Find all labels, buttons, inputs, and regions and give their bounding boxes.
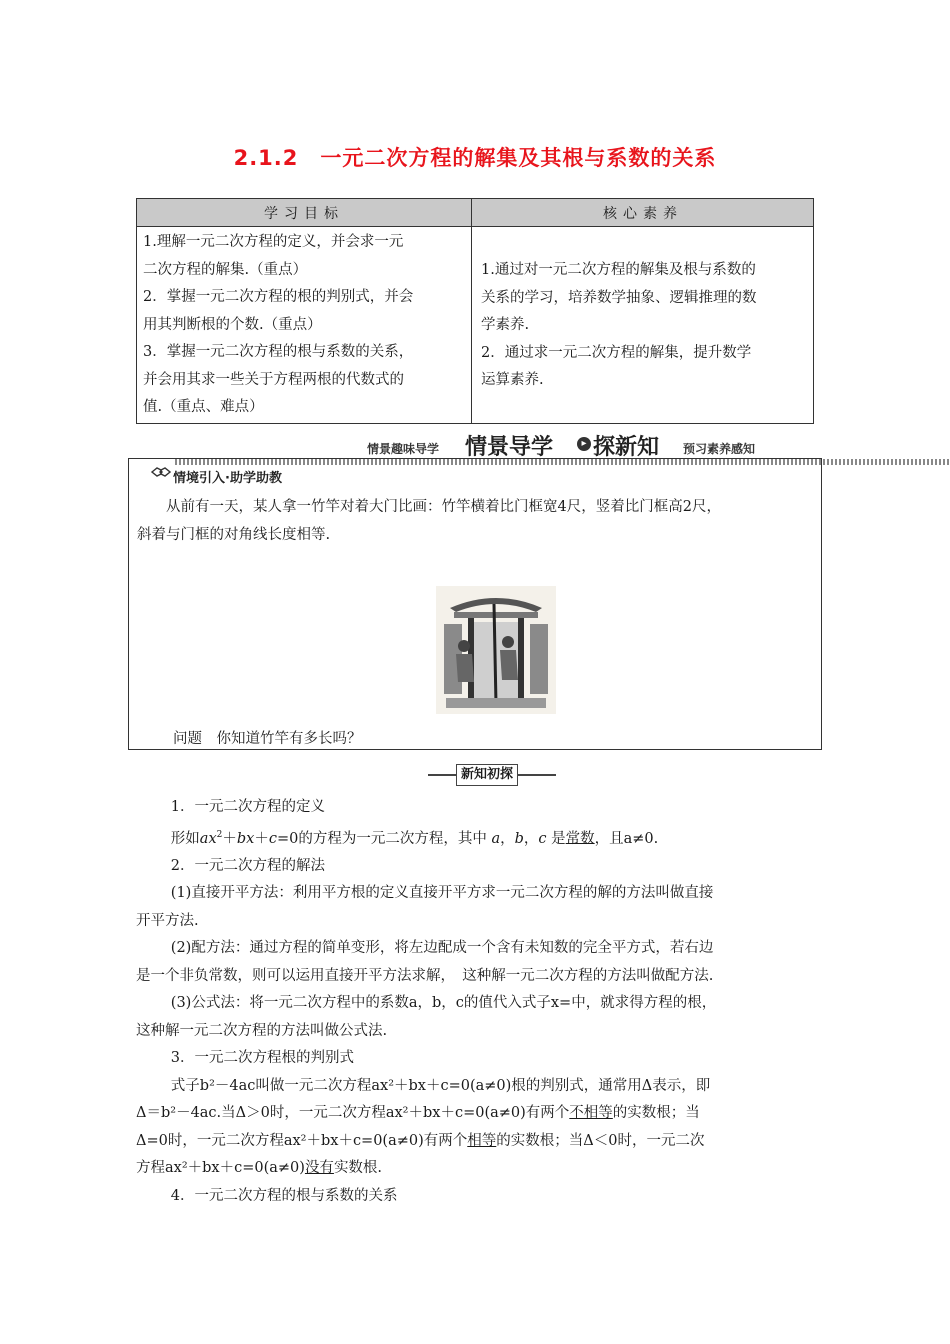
intro-box <box>128 458 822 750</box>
underlined-unequal: 不相等 <box>569 1105 613 1122</box>
intro-question: 问题 你知道竹竿有多长吗？ <box>173 731 362 747</box>
goal-line: 二次方程的解集.（重点） <box>143 261 308 278</box>
goal-line: 3．掌握一元二次方程的根与系数的关系， <box>143 344 414 360</box>
section-heading-1: 1．一元二次方程的定义 <box>170 799 326 815</box>
method-2-line: (2)配方法：通过方程的简单变形，将左边配成一个含有未知数的完全平方式，若右边 <box>170 940 714 957</box>
def-mid: =0的方程为一元二次方程，其中 <box>276 830 487 847</box>
intro-heading: 情境引入·助学助教 <box>173 471 282 486</box>
disc-text: 方程ax²＋bx＋c=0(a≠0) <box>136 1160 305 1177</box>
method-3-line: 这种解一元二次方程的方法叫做公式法. <box>136 1022 388 1039</box>
table-divider <box>471 199 472 423</box>
handshake-icon <box>151 465 171 479</box>
gate-bamboo-illustration <box>436 586 556 714</box>
disc-text: Δ=0时，一元二次方程ax²＋bx＋c=0(a≠0)有两个 <box>136 1132 468 1149</box>
learning-goals-cell <box>143 229 469 422</box>
literacy-line: 2．通过求一元二次方程的解集，提升数学 <box>481 344 752 361</box>
disc-text: 的实数根；当 <box>612 1105 700 1122</box>
disc-text: Δ＝b²－4ac.当Δ＞0时，一元二次方程ax²＋bx＋c=0(a≠0)有两个 <box>136 1105 570 1122</box>
discriminant-line: 式子b²－4ac叫做一元二次方程ax²＋bx＋c=0(a≠0)根的判别式，通常用Δ表示，即 <box>170 1077 711 1094</box>
goal-line: 1.理解一元二次方程的定义，并会求一元 <box>143 234 404 250</box>
discriminant-line <box>136 1128 816 1156</box>
definition-line: 形如$ax^2+bx+c=0$的方程为一元二次方程，其中 a，b，c 是常数，且a≠0. <box>170 829 659 847</box>
equation-term: ax <box>199 830 217 847</box>
literacy-line: 学素养. <box>481 317 530 333</box>
goal-line: 值.（重点、难点） <box>143 399 264 415</box>
method-1-line: 开平方法. <box>136 912 199 929</box>
section-heading-3: 3．一元二次方程根的判别式 <box>170 1050 355 1067</box>
section-heading-4: 4．一元二次方程的根与系数的关系 <box>170 1187 398 1204</box>
method-1-line: (1)直接开平方法：利用平方根的定义直接开平方求一元二次方程的解的方法叫做直接 <box>170 885 714 902</box>
banner-right-caption: 预习素养感知 <box>683 442 756 456</box>
def-post: ，且a≠0. <box>594 830 659 847</box>
discriminant-line <box>136 1155 816 1183</box>
goal-line: 用其判断根的个数.（重点） <box>143 316 322 333</box>
literacy-line: 1.通过对一元二次方程的解集及根与系数的 <box>481 262 756 278</box>
def-pre: 形如 <box>170 830 200 847</box>
content-body <box>136 794 816 1210</box>
banner-title-a: 情景导学 <box>465 435 554 460</box>
section-label-text: 新知初探 <box>456 764 518 786</box>
goal-line: 2．掌握一元二次方程的根的判别式，并会 <box>143 289 414 305</box>
underlined-constant: 常数 <box>565 830 595 847</box>
underlined-equal: 相等 <box>467 1132 497 1149</box>
literacy-line: 关系的学习，培养数学抽象、逻辑推理的数 <box>481 289 757 306</box>
intro-line: 从前有一天，某人拿一竹竿对着大门比画：竹竿横着比门框宽4尺，竖着比门框高2尺， <box>166 499 721 515</box>
method-3-line: (3)公式法：将一元二次方程中的系数a，b，c的值代入式子x=中，就求得方程的根， <box>170 995 717 1012</box>
page-title: 2.1.2 一元二次方程的解集及其根与系数的关系 <box>233 146 717 170</box>
disc-text: 的实数根；当Δ＜0时，一元二次 <box>496 1132 705 1149</box>
discriminant-line <box>136 1100 816 1128</box>
section-heading-2: 2．一元二次方程的解法 <box>170 857 326 874</box>
method-2-line: 是一个非负常数，则可以运用直接开平方法求解， 这种解一元二次方程的方法叫做配方法. <box>136 967 714 984</box>
header-learning-goals: 学习目标 <box>264 206 344 222</box>
header-core-literacy: 核心素养 <box>603 206 683 222</box>
literacy-line: 运算素养. <box>481 372 544 388</box>
objectives-table <box>136 198 814 424</box>
arrow-right-icon: ▸ <box>577 437 591 451</box>
intro-line: 斜着与门框的对角线长度相等. <box>137 527 331 543</box>
goal-line: 并会用其求一些关于方程两根的代数式的 <box>143 371 404 388</box>
objectives-header <box>137 199 813 227</box>
new-knowledge-label <box>428 764 556 784</box>
banner-left-caption: 情景趣味导学 <box>367 442 440 456</box>
underlined-none: 没有 <box>304 1160 334 1177</box>
core-literacy-cell <box>481 257 809 395</box>
banner-title-b: 探新知 <box>593 435 660 460</box>
disc-text: 实数根. <box>333 1160 383 1177</box>
intro-paragraph <box>137 493 821 549</box>
